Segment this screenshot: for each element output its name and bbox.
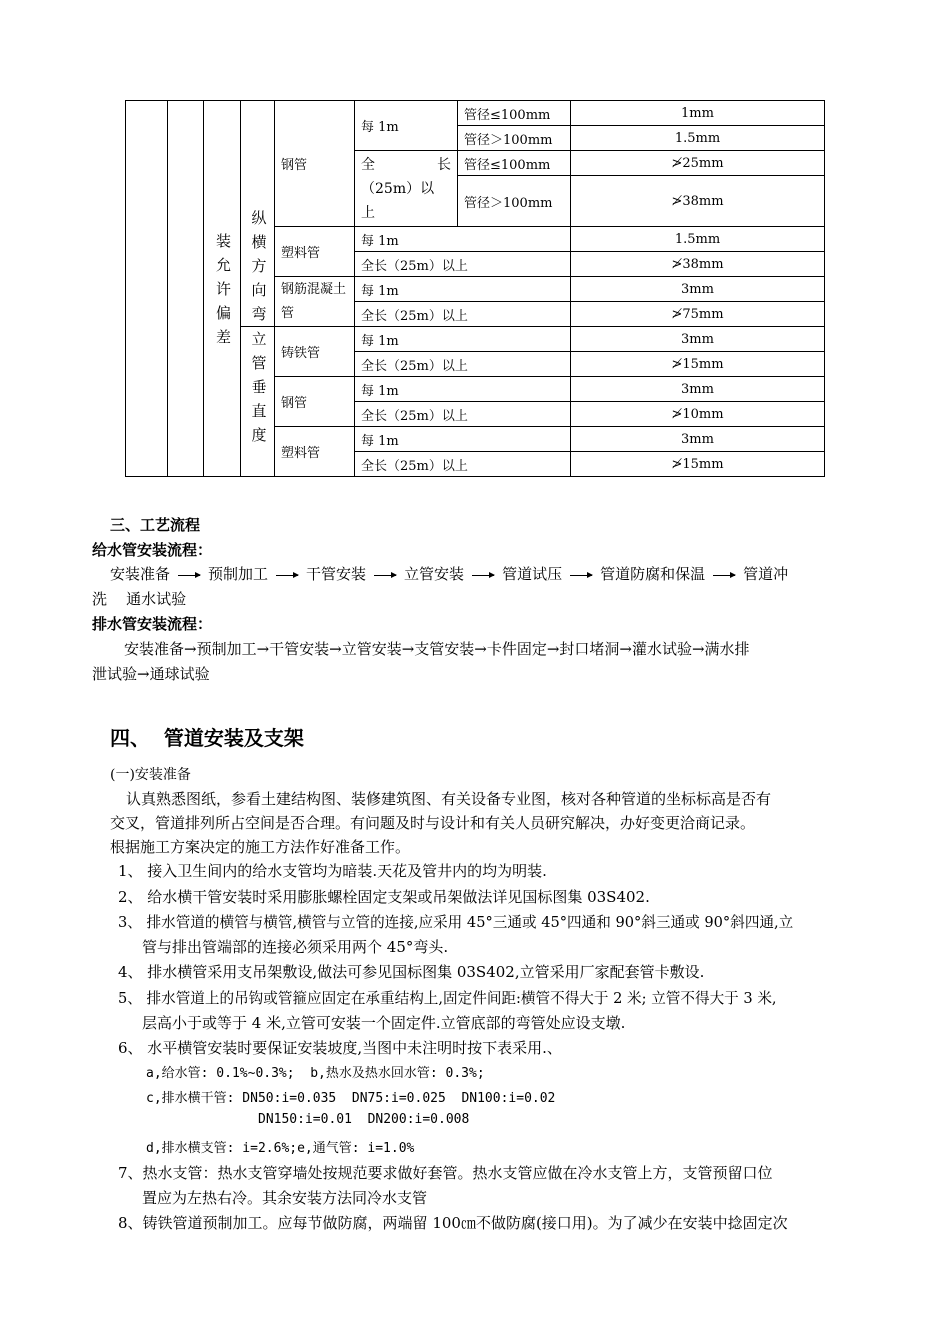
section3-title: 三、工艺流程 [110,516,201,534]
cell-value: ≯15mm [571,352,825,377]
arrow-icon [713,575,735,576]
arrow-icon [472,575,494,576]
list-item: 3、 排水管道的横管与横管,横管与立管的连接,应采用 45°三通或 45°四通和 90°斜三通或 90°斜四通,立 [118,914,794,931]
blank-col-1 [126,101,168,477]
cell-diameter: 管径＞100mm [458,126,571,151]
list-item: 6、 水平横管安装时要保证安装坡度,当图中未注明时按下表采用.、 [118,1039,562,1057]
cell-per1m: 每 1m [355,427,571,452]
cell-fulllength: 全长（25m）以上 [355,452,571,477]
cell-fulllength: 全长（25m）以上 [355,352,571,377]
cell-per1m: 每 1m [355,101,458,151]
cell-value: 3mm [571,377,825,402]
slope-d: d,排水横支管: i=2.6%;e,通气管: i=1.0% [146,1141,415,1156]
subsection-title: (一)安装准备 [110,767,191,783]
tolerance-table [125,100,825,477]
cell-steel: 钢管 [275,377,355,427]
cell-value: ≯38mm [571,176,825,227]
sub-label-1: 纵横方向弯 [251,209,267,323]
cell-value: ≯25mm [571,151,825,176]
slope-a: a,给水管: 0.1%~0.3%; b,热水及热水回水管: 0.3%; [146,1066,485,1081]
water-flow-line2: 洗 通水试验 [92,590,187,608]
cell-value: ≯75mm [571,302,825,327]
drain-flow-title: 排水管安装流程： [92,615,213,633]
cell-value: 3mm [571,327,825,352]
cell-value: ≯15mm [571,452,825,477]
arrow-icon [178,575,200,576]
slope-c2: DN150:i=0.01 DN200:i=0.008 [258,1112,470,1127]
cell-value: ≯10mm [571,402,825,427]
sub-label-2: 立管垂直度 [251,330,267,444]
paragraph: 根据施工方案决定的施工方法作好准备工作。 [110,838,411,856]
cell-value: 1mm [571,101,825,126]
cell-diameter: 管径≤100mm [458,151,571,176]
list-item: 置应为左热右冷。其余安装方法同冷水支管 [142,1189,428,1207]
drain-flow-line1: 安装准备→预制加工→干管安装→立管安装→支管安装→卡件固定→封口堵洞→灌水试验→满水排 [124,640,750,658]
cell-steel: 钢管 [275,101,355,227]
cell-per1m: 每 1m [355,227,571,252]
cell-value: 3mm [571,277,825,302]
list-item: 5、 排水管道上的吊钩或管箍应固定在承重结构上,固定件间距:横管不得大于 2 米; 立管不得大于 3 米, [118,990,777,1007]
cell-value: 1.5mm [571,126,825,151]
paragraph: 认真熟悉图纸，参看土建结构图、装修建筑图、有关设备专业图，核对各种管道的坐标标高是否有 [126,790,772,808]
cell-fulllength: 全长（25m）以上 [355,402,571,427]
cell-diameter: 管径≤100mm [458,101,571,126]
slope-c: c,排水横干管: DN50:i=0.035 DN75:i=0.025 DN100:i=0.02 [146,1091,556,1106]
drain-flow-line2: 泄试验→通球试验 [92,665,210,683]
cell-fulllength: 全长（25m）以上 [355,302,571,327]
list-item: 2、 给水横干管安装时采用膨胀螺栓固定支架或吊架做法详见国标图集 03S402. [118,888,650,906]
group-label: 装允许偏差 [216,231,232,346]
list-item: 4、 排水横管采用支吊架敷设,做法可参见国标图集 03S402,立管采用厂家配套管卡敷设. [118,963,705,981]
cell-value: 1.5mm [571,227,825,252]
cell-castiron: 铸铁管 [275,327,355,377]
cell-per1m: 每 1m [355,277,571,302]
arrow-icon [570,575,592,576]
list-item: 7、热水支管：热水支管穿墙处按规范要求做好套管。热水支管应做在冷水支管上方，支管预留口位 [118,1164,773,1182]
list-item: 层高小于或等于 4 米,立管可安装一个固定件.立管底部的弯管处应设支墩. [142,1014,626,1032]
blank-col-2 [168,101,204,477]
cell-plastic: 塑料管 [275,427,355,477]
list-item: 1、 接入卫生间内的给水支管均为暗装.天花及管井内的均为明装. [118,862,547,880]
paragraph: 交叉，管道排列所占空间是否合理。有问题及时与设计和有关人员研究解决，办好变更洽商记录。 [110,814,756,832]
arrow-icon [374,575,396,576]
list-item: 8、铸铁管道预制加工。应每节做防腐，两端留 100㎝不做防腐(接口用)。为了减少在安装中捻固定次 [118,1214,788,1232]
cell-value: ≯38mm [571,252,825,277]
cell-per1m: 每 1m [355,377,571,402]
cell-plastic: 塑料管 [275,227,355,277]
water-flow-title: 给水管安装流程： [92,541,213,559]
cell-value: 3mm [571,427,825,452]
cell-rc: 钢筋混凝土管 [275,277,355,327]
section4-title: 四、 管道安装及支架 [110,726,304,750]
arrow-icon [276,575,298,576]
cell-fulllength: 全 长 （25m）以 上 [355,151,458,227]
list-item: 管与排出管端部的连接必须采用两个 45°弯头. [142,938,449,956]
cell-diameter: 管径＞100mm [458,176,571,227]
cell-fulllength: 全长（25m）以上 [355,252,571,277]
cell-per1m: 每 1m [355,327,571,352]
water-flow-line1: 安装准备 预制加工 干管安装 立管安装 管道试压 管道防腐和保温 管道冲 [110,565,789,583]
